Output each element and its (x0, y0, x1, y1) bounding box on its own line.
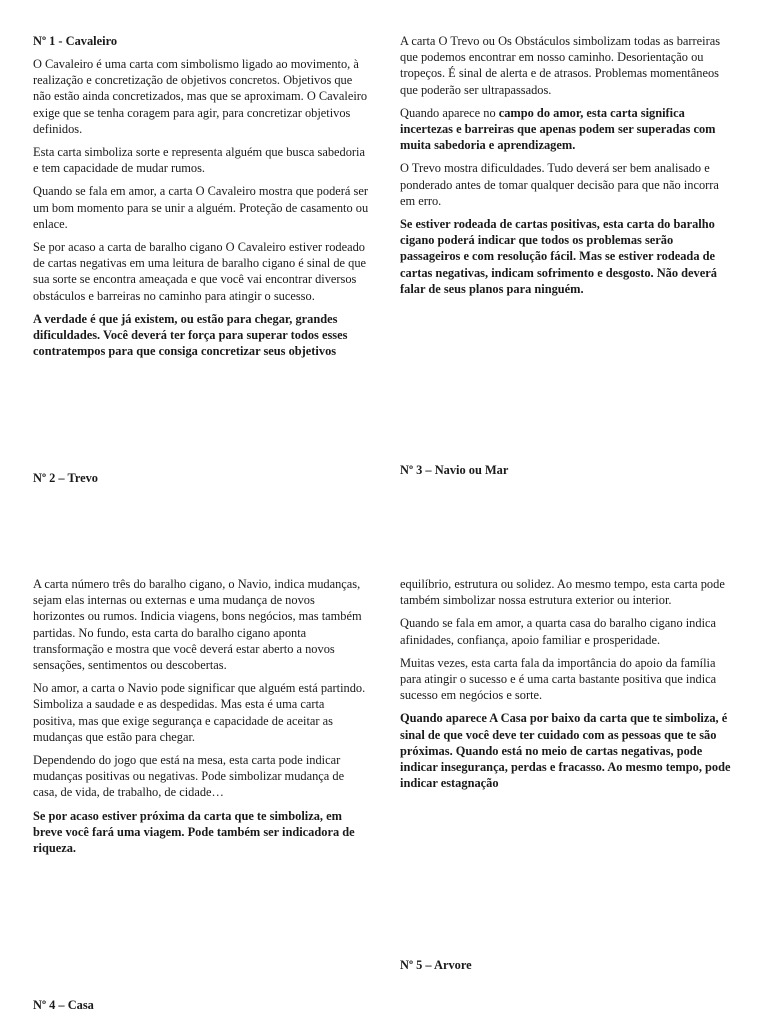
card-1-paragraph: Esta carta simboliza sorte e representa alguém que busca sabedoria e tem capacidade de mudar rumos. (33, 145, 365, 176)
card-1-text (33, 56, 369, 366)
card-2-paragraph: O Trevo mostra dificuldades. Tudo deverá ser bem analisado e ponderado antes de tomar qualquer decisão para que não incorra em erro. (400, 161, 719, 208)
card-1-paragraph: Se por acaso a carta de baralho cigano O Cavaleiro estiver rodeado de cartas negativas em uma leitura de baralho cigano é sinal de que sua sorte se encontra ameaçada e que você vai encontrar diversos obstáculos e barreiras no caminho para atingir o sucesso. (33, 240, 367, 303)
card-3-paragraph: No amor, a carta o Navio pode significar que alguém está partindo. Simboliza a saudade e as despedidas. Mas esta é uma carta positiva, mas que exige segurança e capacidade de aceitar as mudanças que estão para chegar. (33, 681, 366, 744)
card-2-paragraph: A carta O Trevo ou Os Obstáculos simbolizam todas as barreiras que podemos encontrar em nosso caminho. Desorientação ou tropeços. É sinal de alerta e de atrasos. Problemas momentâneos que poderão ser ultrapassados. (400, 34, 721, 97)
card-3-paragraph: Dependendo do jogo que está na mesa, esta carta pode indicar mudanças positivas ou negativas. Pode simbolizar mudança de casa, de vida, de trabalho, de cidade… (33, 753, 345, 800)
card-2-love-intro: Quando aparece no (400, 105, 499, 120)
card-3-title: Nº 3 – Navio ou Mar (400, 463, 509, 477)
card-4-title: Nº 4 – Casa (33, 998, 94, 1012)
card-1-title: Nº 1 - Cavaleiro (33, 34, 118, 48)
card-4-bold-paragraph: Quando aparece A Casa por baixo da carta que te simboliza, é sinal de que você deve ter cuidado com as pessoas que te são próximas. Quando está no meio de cartas negativas, pode indicar insegurança, perdas e fracasso. Ao mesmo tempo, pode indicar estagnação (400, 711, 731, 791)
card-2-text (400, 33, 734, 304)
card-4-paragraph: equilíbrio, estrutura ou solidez. Ao mesmo tempo, esta carta pode também simbolizar nossa estrutura exterior ou interior. (400, 577, 725, 608)
card-4-paragraph: Quando se fala em amor, a quarta casa do baralho cigano indica afinidades, confiança, apoio familiar e prosperidade. (400, 616, 717, 647)
card-4-paragraph: Muitas vezes, esta carta fala da importância do apoio da família para atingir o sucesso e é uma carta bastante positiva que indica sucesso em negócios e sorte. (400, 655, 717, 703)
card-1-paragraph: O Cavaleiro é uma carta com simbolismo ligado ao movimento, à realização e concretização de objetivos concretos. Objetivos que não estão ainda concretizados, mas que se aproximam. O Cavaleiro exige que se tenha coragem para agir, para concretizar objetivos definidos. (33, 57, 368, 136)
card-1-bold-paragraph: A verdade é que já existem, ou estão para chegar, grandes dificuldades. Você deverá ter força para superar todos esses contratempos para que consiga concretizar seus objetivos (33, 311, 348, 359)
card-2-bold-paragraph: Se estiver rodeada de cartas positivas, esta carta do baralho cigano poderá indicar que todos os problemas serão passageiros e com resolução fácil. Mas se estiver rodeada de cartas negativas, indicam sofrimento e desgosto. Não deverá falar de seus planos para ninguém. (400, 217, 717, 296)
card-3-paragraph: A carta número três do baralho cigano, o Navio, indica mudanças, sejam elas internas ou externas e uma mudança de novos horizontes ou rumos. Indicia viagens, bons negócios, mas também partidas. No fundo, esta carta do baralho cigano aponta transformação e mostra que você deverá estar aberto a novos sensações, sentimentos ou descobertas. (33, 577, 362, 673)
card-2-title: Nº 2 – Trevo (33, 471, 99, 485)
card-2-love-paragraph (400, 105, 734, 154)
card-1-paragraph: Quando se fala em amor, a carta O Cavaleiro mostra que poderá ser um bom momento para se unir a alguém. Proteção de casamento ou enlace. (33, 184, 369, 231)
card-2-love-emphasis: campo do amor, esta carta significa incertezas e barreiras que apenas podem ser superadas com muita sabedoria e aprendizagem. (400, 105, 716, 153)
card-4-text (400, 576, 734, 798)
card-5-title: Nº 5 – Arvore (400, 958, 472, 972)
card-3-bold-paragraph: Se por acaso estiver próxima da carta que te simboliza, em breve você fará uma viagem. Pode também ser indicadora de riqueza. (33, 808, 355, 856)
card-3-text (33, 576, 369, 863)
